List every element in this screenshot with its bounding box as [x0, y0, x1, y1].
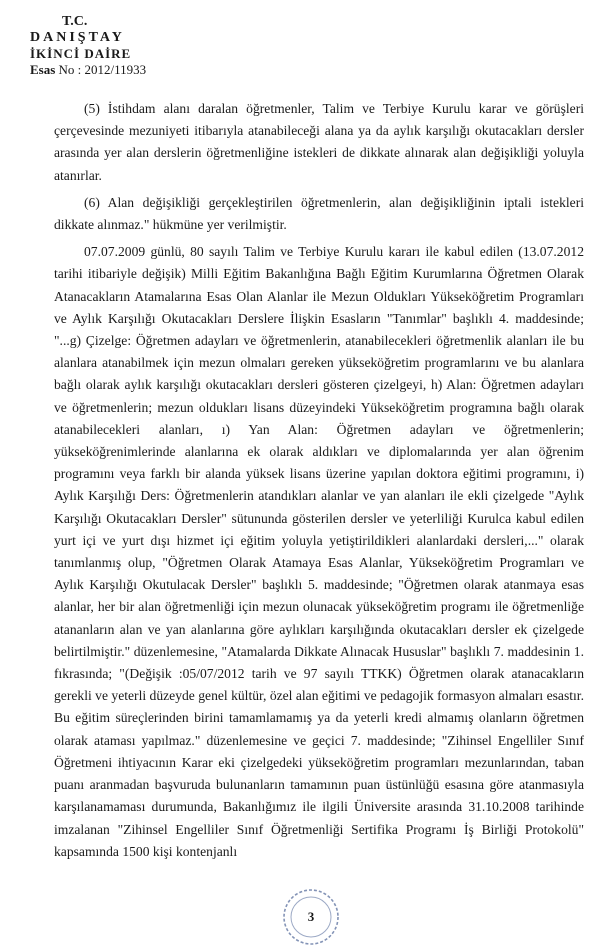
esas-label: Esas [30, 62, 56, 77]
header-tc: T.C. [62, 14, 88, 29]
page-number: 3 [307, 909, 315, 924]
paragraph-5: (5) İstihdam alanı daralan öğretmenler, Talim ve Terbiye Kurulu karar ve görüşleri çerçevesinde mezuniyeti itibarıyla atanabileceği alana ya da aylık karşılığı okutacakları dersler arasında yer alan derslerin öğretmenliğine istekleri de dikkate alınarak alan değişikliği yoluyla atanırlar. [54, 101, 584, 183]
header-department: İKİNCİ DAİRE [30, 46, 132, 61]
paragraph-6: (6) Alan değişikliği gerçekleştirilen öğretmenlerin, alan değişikliğinin iptali istekleri dikkate alınmaz." hükmüne yer verilmiştir. [54, 194, 584, 233]
header-court: DANIŞTAY [30, 30, 125, 45]
paragraph-main: 07.07.2009 günlü, 80 sayılı Talim ve Terbiye Kurulu kararı ile kabul edilen (13.07.2012 tarihi itibariyle değişik) Milli Eğitim Bakanlığına Bağlı Eğitim Kurumlarına Öğretmen Olarak Atanacakların Atamalarına Esas Olan Alanlar ile Mezun Oldukları Yükseköğretim Programları ve Aylık Karşılığı Okutacakları Derslere İlişkin Esasların "Tanımlar" başlıklı 4. maddesinde; "...g) Çizelge: Öğretmen adayları ve öğretmenlerin, atanabilecekleri öğretmenlik alanları ile bu alanlara atanabilmek için mezun olmaları gereken yükseköğretim programlarını ve bu alanlara bağlı olarak aylık karşılığı okutacakları dersleri gösteren çizelgeyi, h) Alan: Öğretmen adayları ve öğretmenlerin; mezun oldukları lisans düzeyindeki Yükseköğretim programına bağlı olarak atanabilecekleri alanları, ı) Yan Alan: Öğretmen adayları ve öğretmenlerin; yükseköğrenimlerinde alanlarına ek olarak aldıkları ve diplomalarında yer alan öğrenim programını veya farklı bir alanda yüksek lisans üzerine yapılan doktora eğitimi programını, i) Aylık Karşılığı Ders: Öğretmenlerin atandıkları alanlar ve yan alanları ile ekli çizelgede "Aylık Karşılığı Okutacakları Dersler" sütununda gösterilen dersler ve yeterliliği Kurulca kabul edilen yurt içi ve yurt dışı hizmet içi eğitim yoluyla yetiştirildikleri alanlardaki dersleri,..." olarak tanımlanmış olup, "Öğretmen Olarak Atamaya Esas Alanlar, Yükseköğretim Programları ve Aylık Karşılığı Okutulacak Dersler" başlıklı 5. maddesinde; "Öğretmen olarak atanmaya esas alanlar, her bir alan öğretmenliği için mezun olunacak yükseköğretim programı ile öğretmenliğe atananların alan ve yan alanlarına göre aylıkları karşılığında okutacakları dersler ek çizelgede belirtilmiştir." düzenlemesine, "Atamalarda Dikkate Alınacak Hususlar" başlıklı 7. maddesinin 1. fıkrasında; "(Değişik :05/07/2012 tarih ve 97 sayılı TTKK) Öğretmen olarak atanacakların gerekli ve yeterli düzeyde genel kültür, özel alan eğitimi ve pedagojik formasyon almaları esastır. Bu eğitim süreçlerinden birini tamamlamamış ya da yeterli kredi almamış olanların öğretmen olarak ataması yapılmaz." düzenlemesine ve geçici 7. maddesinde; "Zihinsel Engelliler Sınıf Öğretmeni ihtiyacının Karar eki çizelgedeki yükseköğretim programları mezunlarından, taban puanı aranmadan başvuruda bulunanların tamamının puan üstünlüğü esasına göre atanmasıyla karşılanamaması durumunda, Bakanlığımız ile ilgili Üniversite arasında 31.10.2008 tarihinde imzalanan "Zihinsel Engelliler Sınıf Öğretmenliği Sertifika Programı İş Birliği Protokolü" kapsamında 1500 kişi kontenjanlı [54, 244, 584, 859]
document-header [30, 14, 146, 78]
esas-number: No : 2012/11933 [58, 62, 147, 77]
header-esas [30, 62, 146, 78]
document-body [54, 98, 584, 868]
